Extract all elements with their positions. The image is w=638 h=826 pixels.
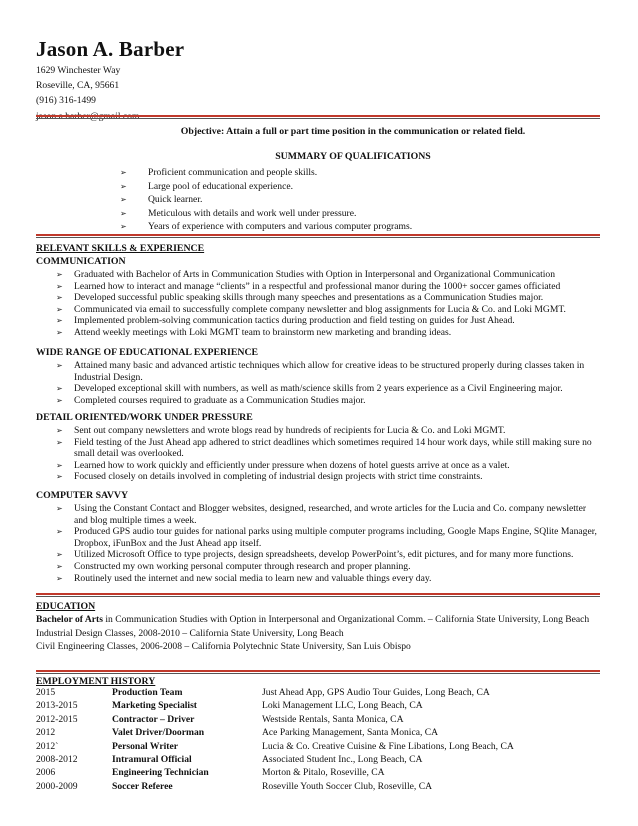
arrowhead-bullet-icon: ➢ bbox=[120, 168, 127, 177]
table-row: 2000-2009 Soccer Referee Roseville Youth Soccer Club, Roseville, CA bbox=[36, 780, 433, 792]
arrowhead-bullet-icon: ➢ bbox=[56, 504, 63, 513]
header-divider-dark bbox=[36, 118, 600, 119]
arrowhead-bullet-icon: ➢ bbox=[56, 437, 63, 447]
list-item: ➢ Completed courses required to graduate as a Communication Studies major. bbox=[56, 394, 366, 406]
list-item: ➢ Sent out company newsletters and wrote blogs read by hundreds of recipients for Lucia & Co. and Loki MGMT. bbox=[56, 425, 506, 436]
arrowhead-bullet-icon: ➢ bbox=[56, 561, 63, 571]
arrowhead-bullet-icon: ➢ bbox=[120, 195, 127, 205]
degree-name: Bachelor of Arts bbox=[36, 614, 103, 625]
education-block bbox=[36, 613, 602, 654]
detail-oriented-heading: DETAIL ORIENTED/WORK UNDER PRESSURE bbox=[36, 412, 253, 423]
summary-divider-red bbox=[36, 234, 600, 236]
table-row: 2012` Personal Writer Lucia & Co. Creative Cuisine & Fine Libations, Long Beach, CA bbox=[36, 740, 514, 752]
communication-heading: COMMUNICATION bbox=[36, 256, 126, 267]
list-item: ➢ Routinely used the internet and new social media to learn new and valuable things every day. bbox=[56, 572, 432, 584]
arrowhead-bullet-icon: ➢ bbox=[56, 293, 63, 303]
arrowhead-bullet-icon: ➢ bbox=[56, 327, 63, 337]
arrowhead-bullet-icon: ➢ bbox=[56, 550, 63, 560]
summary-item: ➢ Large pool of educational experience. bbox=[120, 180, 293, 192]
arrowhead-bullet-icon: ➢ bbox=[56, 395, 63, 405]
arrowhead-bullet-icon: ➢ bbox=[56, 270, 63, 279]
table-row: 2006 Engineering Technician Morton & Pitalo, Roseville, CA bbox=[36, 767, 385, 779]
civil-engineering-line: Civil Engineering Classes, 2006-2008 – California Polytechnic State University, San Luis Obispo bbox=[36, 641, 411, 653]
education-section-title: EDUCATION bbox=[36, 601, 96, 612]
degree-details: in Communication Studies with Option in Interpersonal and Organizational Comm. – California State University, Long Beach bbox=[102, 614, 590, 625]
list-item: ➢ Using the Constant Contact and Blogger websites, designed, researched, and wrote articles for the Lucia and Co. company newsletter and blog multiple times a week. bbox=[56, 503, 587, 526]
table-row: 2008-2012 Intramural Official Associated Student Inc., Long Beach, CA bbox=[36, 753, 423, 765]
list-item: ➢ Utilized Microsoft Office to type projects, design spreadsheets, develop PowerPoint’s, edit pictures, and for many more functions. bbox=[56, 549, 574, 561]
header-divider-red bbox=[36, 115, 600, 117]
list-item: ➢ Communicated via email to successfully complete company newsletter and blog assignments for Lucia & Co. and Loki MGMT. bbox=[56, 303, 566, 315]
employment-section-title: EMPLOYMENT HISTORY bbox=[36, 676, 156, 687]
arrowhead-bullet-icon: ➢ bbox=[120, 222, 127, 232]
list-item: ➢ Learned how to work quickly and efficiently under pressure when dozens of hotel guests arrive at once as a valet. bbox=[56, 459, 510, 471]
arrowhead-bullet-icon: ➢ bbox=[56, 527, 63, 537]
arrowhead-bullet-icon: ➢ bbox=[120, 181, 127, 191]
list-item: ➢ Developed successful public speaking skills through many speeches and presentations as a Communication Studies major. bbox=[56, 292, 544, 304]
arrowhead-bullet-icon: ➢ bbox=[56, 281, 63, 291]
degree-line bbox=[36, 613, 602, 627]
computer-savvy-list bbox=[36, 503, 602, 584]
objective-text: Objective: Attain a full or part time position in the communication or related field. bbox=[180, 126, 526, 137]
table-row: 2012 Valet Driver/Doorman Ace Parking Management, Santa Monica, CA bbox=[36, 727, 439, 739]
list-item: ➢ Constructed my own working personal computer through research and proper planning. bbox=[56, 560, 411, 572]
education-divider-dark bbox=[36, 673, 600, 674]
summary-item: ➢ Meticulous with details and work well under pressure. bbox=[120, 207, 357, 219]
phone-number: (916) 316-1499 bbox=[36, 95, 96, 107]
list-item: ➢ Graduated with Bachelor of Arts in Communication Studies with Option in Interpersonal and Organizational Communication bbox=[56, 269, 556, 280]
arrowhead-bullet-icon: ➢ bbox=[56, 426, 63, 435]
summary-title bbox=[0, 151, 638, 162]
list-item: ➢ Produced GPS audio tour guides for national parks using multiple computer programs including, Google Maps Engine, SQlite Manager, Dropbox, iFunBox and the Just Ahead app itself. bbox=[56, 526, 597, 549]
employment-table bbox=[36, 687, 514, 794]
summary-list bbox=[120, 166, 560, 234]
skills-section-title: RELEVANT SKILLS & EXPERIENCE bbox=[36, 243, 205, 254]
computer-savvy-heading: COMPUTER SAVVY bbox=[36, 490, 129, 501]
industrial-design-line: Industrial Design Classes, 2008-2010 – California State University, Long Beach bbox=[36, 627, 344, 639]
educational-experience-heading: WIDE RANGE OF EDUCATIONAL EXPERIENCE bbox=[36, 347, 259, 358]
table-row: 2013-2015 Marketing Specialist Loki Management LLC, Long Beach, CA bbox=[36, 700, 423, 712]
arrowhead-bullet-icon: ➢ bbox=[56, 304, 63, 314]
applicant-name: Jason A. Barber bbox=[36, 37, 185, 61]
list-item: ➢ Developed exceptional skill with numbers, as well as math/science skills from 2 years experience as a Civil Engineering major. bbox=[56, 383, 563, 395]
skills-divider-dark bbox=[36, 596, 600, 597]
education-divider-red bbox=[36, 670, 600, 672]
table-row: 2012-2015 Contractor – Driver Westside Rentals, Santa Monica, CA bbox=[36, 713, 404, 725]
list-item: ➢ Attend weekly meetings with Loki MGMT team to brainstorm new marketing and branding ideas. bbox=[56, 326, 452, 338]
address-line-1: 1629 Winchester Way bbox=[36, 65, 121, 76]
summary-item: ➢ Quick learner. bbox=[120, 194, 203, 206]
arrowhead-bullet-icon: ➢ bbox=[56, 361, 63, 370]
educational-experience-list bbox=[36, 360, 602, 406]
list-item: ➢ Implemented problem-solving communication tactics during production and field testing on guides for Just Ahead. bbox=[56, 315, 515, 327]
communication-list bbox=[36, 269, 602, 339]
address-line-2: Roseville, CA, 95661 bbox=[36, 80, 120, 92]
list-item: ➢ Attained many basic and advanced artistic techniques which allow for creative ideas to be structured properly during classes taken in Industrial Design. bbox=[56, 360, 585, 383]
detail-oriented-list bbox=[36, 425, 602, 483]
arrowhead-bullet-icon: ➢ bbox=[56, 573, 63, 583]
list-item: ➢ Field testing of the Just Ahead app adhered to strict deadlines which sometimes required 14 hour work days, while still making sure no small detail was overlooked. bbox=[56, 436, 592, 460]
arrowhead-bullet-icon: ➢ bbox=[56, 460, 63, 470]
arrowhead-bullet-icon: ➢ bbox=[56, 384, 63, 394]
summary-item: ➢ Proficient communication and people skills. bbox=[120, 167, 318, 178]
arrowhead-bullet-icon: ➢ bbox=[56, 316, 63, 326]
summary-item: ➢ Years of experience with computers and various computer programs. bbox=[120, 221, 413, 233]
list-item: ➢ Learned how to interact and manage “clients” in a respectful and professional manor during the 1000+ soccer games officiated bbox=[56, 280, 561, 292]
table-row: 2015 Production Team Just Ahead App, GPS Audio Tour Guides, Long Beach, CA bbox=[36, 687, 490, 698]
summary-divider-dark bbox=[36, 237, 600, 238]
arrowhead-bullet-icon: ➢ bbox=[56, 472, 63, 482]
objective-line bbox=[0, 126, 638, 137]
arrowhead-bullet-icon: ➢ bbox=[120, 208, 127, 218]
summary-title-text: SUMMARY OF QUALIFICATIONS bbox=[275, 151, 431, 162]
skills-divider-red bbox=[36, 593, 600, 595]
list-item: ➢ Focused closely on details involved in completing of industrial design projects with strict time constraints. bbox=[56, 471, 483, 483]
